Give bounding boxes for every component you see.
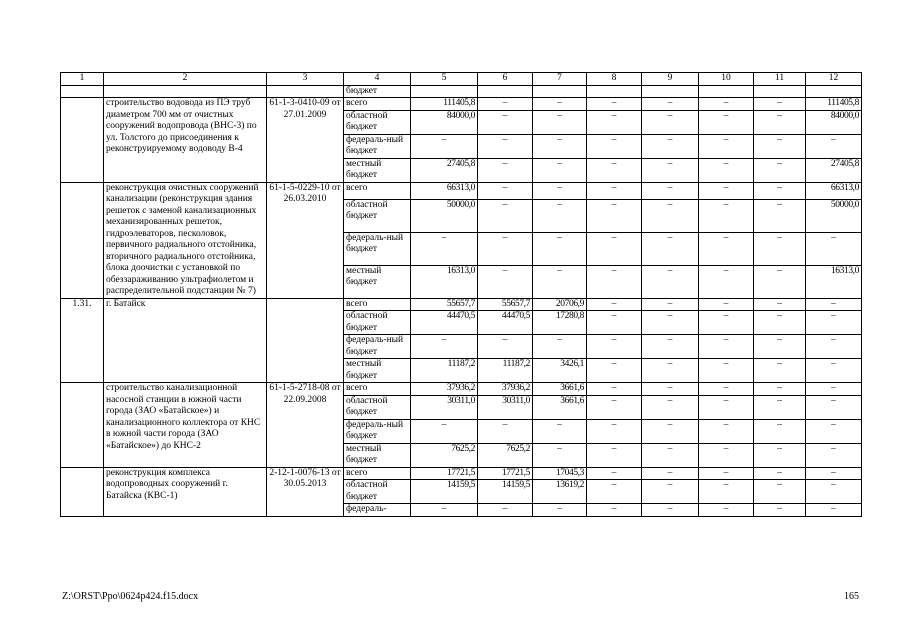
value-cell: – <box>587 443 642 467</box>
value-cell: – <box>587 335 642 359</box>
value-cell: – <box>806 311 862 335</box>
value-cell: – <box>533 110 587 134</box>
header-cell: 7 <box>533 73 587 86</box>
value-cell: – <box>699 110 754 134</box>
value-cell: – <box>478 232 533 265</box>
value-cell: – <box>478 504 533 517</box>
value-cell: 30311,0 <box>478 395 533 419</box>
value-cell: – <box>587 199 642 232</box>
value-cell: 66313,0 <box>411 182 478 199</box>
value-cell: – <box>642 419 699 443</box>
value-cell: 66313,0 <box>806 182 862 199</box>
value-cell: – <box>478 199 533 232</box>
cell <box>754 85 806 98</box>
value-cell: – <box>533 443 587 467</box>
value-cell: 7625,2 <box>478 443 533 467</box>
value-cell: 27405,8 <box>411 158 478 182</box>
value-cell: 7625,2 <box>411 443 478 467</box>
value-cell: – <box>754 467 806 480</box>
project-code: 61-1-3-0410-09 от 27.01.2009 <box>267 98 344 183</box>
value-cell: – <box>754 158 806 182</box>
value-cell: – <box>587 480 642 504</box>
value-cell: – <box>478 134 533 158</box>
header-cell: 6 <box>478 73 533 86</box>
header-row <box>61 73 862 86</box>
value-cell: – <box>699 383 754 396</box>
cell <box>587 85 642 98</box>
value-cell: – <box>587 359 642 383</box>
value-cell: – <box>642 504 699 517</box>
value-cell: – <box>533 265 587 298</box>
value-cell: – <box>533 134 587 158</box>
value-cell: – <box>699 480 754 504</box>
source-cell: местный бюджет <box>344 443 411 467</box>
value-cell: 16313,0 <box>411 265 478 298</box>
value-cell: – <box>806 504 862 517</box>
value-cell: – <box>754 480 806 504</box>
source-cell: федераль-ный бюджет <box>344 335 411 359</box>
value-cell: – <box>533 182 587 199</box>
cell <box>533 85 587 98</box>
value-cell: 55657,7 <box>478 298 533 311</box>
value-cell: 30311,0 <box>411 395 478 419</box>
value-cell: – <box>754 232 806 265</box>
value-cell: – <box>587 110 642 134</box>
value-cell: 50000,0 <box>411 199 478 232</box>
value-cell: – <box>411 419 478 443</box>
object-name: строительство водовода из ПЭ труб диаметром 700 мм от очистных сооружений водопровода (ВНС-3) по ул. Толстого до присоединения к реконструируемому водоводу В-4 <box>104 98 267 183</box>
header-cell: 3 <box>267 73 344 86</box>
value-cell: 16313,0 <box>806 265 862 298</box>
table-row <box>61 98 862 111</box>
value-cell: 3426,1 <box>533 359 587 383</box>
value-cell: – <box>806 134 862 158</box>
value-cell: 111405,8 <box>806 98 862 111</box>
value-cell: – <box>642 335 699 359</box>
value-cell: – <box>478 335 533 359</box>
value-cell: – <box>806 419 862 443</box>
value-cell: 37936,2 <box>411 383 478 396</box>
value-cell: – <box>699 504 754 517</box>
table-body <box>61 73 862 517</box>
object-name: реконструкция очистных сооружений канализации (реконструкция здания решеток с заменой канализационных механизированных решеток, гидроэлеваторов, песколовок, первичного радиального отстойника, вторичного радиального отстойника, блока доочистки с установкой по обеззараживанию ультрафиолетом и распределительной подстанции № 7) <box>104 182 267 298</box>
value-cell: – <box>699 335 754 359</box>
project-code <box>267 298 344 383</box>
row-number <box>61 383 104 468</box>
value-cell: – <box>533 335 587 359</box>
value-cell: – <box>754 443 806 467</box>
value-cell: – <box>642 443 699 467</box>
value-cell: – <box>699 182 754 199</box>
value-cell: 44470,5 <box>411 311 478 335</box>
value-cell: – <box>699 359 754 383</box>
value-cell: – <box>642 298 699 311</box>
table-row <box>61 383 862 396</box>
value-cell: – <box>754 199 806 232</box>
value-cell: – <box>587 232 642 265</box>
source-cell: областной бюджет <box>344 395 411 419</box>
value-cell: – <box>587 265 642 298</box>
source-cell: местный бюджет <box>344 359 411 383</box>
value-cell: – <box>587 383 642 396</box>
value-cell: – <box>806 383 862 396</box>
value-cell: – <box>587 467 642 480</box>
value-cell: – <box>533 158 587 182</box>
value-cell: – <box>699 158 754 182</box>
value-cell: – <box>642 395 699 419</box>
source-cell: федераль-ный бюджет <box>344 232 411 265</box>
value-cell: – <box>642 98 699 111</box>
value-cell: 11187,2 <box>411 359 478 383</box>
value-cell: – <box>533 504 587 517</box>
value-cell: – <box>754 98 806 111</box>
project-code: 61-1-5-0229-10 от 26.03.2010 <box>267 182 344 298</box>
value-cell: – <box>754 395 806 419</box>
value-cell: 17045,3 <box>533 467 587 480</box>
value-cell: – <box>533 419 587 443</box>
value-cell: – <box>699 419 754 443</box>
value-cell: – <box>699 98 754 111</box>
cell <box>478 85 533 98</box>
value-cell: – <box>806 335 862 359</box>
header-cell: 2 <box>104 73 267 86</box>
value-cell: – <box>806 443 862 467</box>
source-cell: федераль-ный бюджет <box>344 134 411 158</box>
value-cell: 14159,5 <box>478 480 533 504</box>
value-cell: 27405,8 <box>806 158 862 182</box>
table-row <box>61 182 862 199</box>
table-row <box>61 467 862 480</box>
value-cell: – <box>699 395 754 419</box>
value-cell: – <box>587 98 642 111</box>
value-cell: 37936,2 <box>478 383 533 396</box>
value-cell: – <box>478 182 533 199</box>
value-cell: – <box>699 467 754 480</box>
source-cell: всего <box>344 182 411 199</box>
value-cell: 17721,5 <box>411 467 478 480</box>
value-cell: – <box>587 311 642 335</box>
source-cell: всего <box>344 467 411 480</box>
row-number <box>61 98 104 183</box>
value-cell: – <box>478 98 533 111</box>
value-cell: – <box>754 182 806 199</box>
file-path: Z:\ORST\Ppo\0624p424.f15.docx <box>62 591 199 602</box>
value-cell: – <box>642 110 699 134</box>
value-cell: – <box>587 134 642 158</box>
value-cell: – <box>587 182 642 199</box>
value-cell: – <box>642 265 699 298</box>
object-name: г. Батайск <box>104 298 267 383</box>
value-cell: – <box>587 504 642 517</box>
table-row <box>61 85 862 98</box>
value-cell: 17721,5 <box>478 467 533 480</box>
value-cell: – <box>533 199 587 232</box>
value-cell: – <box>533 232 587 265</box>
row-number <box>61 467 104 516</box>
value-cell: – <box>806 298 862 311</box>
value-cell: – <box>411 232 478 265</box>
value-cell: 13619,2 <box>533 480 587 504</box>
value-cell: – <box>478 419 533 443</box>
value-cell: – <box>754 298 806 311</box>
value-cell: – <box>806 232 862 265</box>
object-name: реконструкция комплекса водопроводных сооружений г. Батайска (КВС-1) <box>104 467 267 516</box>
header-cell: 12 <box>806 73 862 86</box>
value-cell: 84000,0 <box>806 110 862 134</box>
source-cell: всего <box>344 98 411 111</box>
budget-table <box>60 72 862 517</box>
value-cell: – <box>754 311 806 335</box>
cell <box>699 85 754 98</box>
value-cell: – <box>642 359 699 383</box>
table-row <box>61 298 862 311</box>
header-cell: 11 <box>754 73 806 86</box>
value-cell: – <box>642 311 699 335</box>
header-cell: 5 <box>411 73 478 86</box>
value-cell: – <box>587 395 642 419</box>
value-cell: – <box>754 265 806 298</box>
source-cell: областной бюджет <box>344 311 411 335</box>
value-cell: – <box>411 335 478 359</box>
value-cell: – <box>587 419 642 443</box>
value-cell: – <box>642 199 699 232</box>
value-cell: – <box>699 232 754 265</box>
value-cell: – <box>478 110 533 134</box>
source-cell: всего <box>344 298 411 311</box>
value-cell: 14159,5 <box>411 480 478 504</box>
header-cell: 10 <box>699 73 754 86</box>
value-cell: – <box>533 98 587 111</box>
value-cell: – <box>699 311 754 335</box>
value-cell: 11187,2 <box>478 359 533 383</box>
source-cell: местный бюджет <box>344 158 411 182</box>
value-cell: 44470,5 <box>478 311 533 335</box>
value-cell: 50000,0 <box>806 199 862 232</box>
value-cell: 84000,0 <box>411 110 478 134</box>
source-cell: бюджет <box>344 85 411 98</box>
value-cell: – <box>806 359 862 383</box>
value-cell: – <box>587 158 642 182</box>
row-number <box>61 182 104 298</box>
value-cell: – <box>754 419 806 443</box>
value-cell: – <box>478 158 533 182</box>
cell <box>642 85 699 98</box>
source-cell: всего <box>344 383 411 396</box>
value-cell: – <box>642 158 699 182</box>
project-code: 61-1-5-2718-08 от 22.09.2008 <box>267 383 344 468</box>
value-cell: – <box>699 443 754 467</box>
object-name: строительство канализационной насосной станции в южной части города (ЗАО «Батайское») и канализационного коллектора от КНС в южной части города (ЗАО «Батайское») до КНС-2 <box>104 383 267 468</box>
value-cell: – <box>754 504 806 517</box>
value-cell: – <box>806 395 862 419</box>
value-cell: – <box>411 504 478 517</box>
source-cell: федераль-ный бюджет <box>344 419 411 443</box>
value-cell: 3661,6 <box>533 383 587 396</box>
source-cell: областной бюджет <box>344 480 411 504</box>
value-cell: – <box>411 134 478 158</box>
value-cell: 111405,8 <box>411 98 478 111</box>
value-cell: – <box>754 110 806 134</box>
value-cell: – <box>754 335 806 359</box>
value-cell: 55657,7 <box>411 298 478 311</box>
value-cell: 20706,9 <box>533 298 587 311</box>
value-cell: – <box>699 134 754 158</box>
source-cell: областной бюджет <box>344 199 411 232</box>
cell <box>411 85 478 98</box>
value-cell: – <box>642 232 699 265</box>
value-cell: – <box>642 480 699 504</box>
value-cell: – <box>754 383 806 396</box>
value-cell: – <box>754 359 806 383</box>
value-cell: – <box>642 134 699 158</box>
value-cell: 3661,6 <box>533 395 587 419</box>
source-cell: федераль- <box>344 504 411 517</box>
value-cell: – <box>478 265 533 298</box>
source-cell: областной бюджет <box>344 110 411 134</box>
source-cell: местный бюджет <box>344 265 411 298</box>
cell <box>806 85 862 98</box>
value-cell: – <box>806 480 862 504</box>
value-cell: – <box>699 265 754 298</box>
value-cell: – <box>587 298 642 311</box>
cell <box>61 85 104 98</box>
value-cell: – <box>754 134 806 158</box>
cell <box>267 85 344 98</box>
value-cell: – <box>642 383 699 396</box>
header-cell: 8 <box>587 73 642 86</box>
project-code: 2-12-1-0076-13 от 30.05.2013 <box>267 467 344 516</box>
header-cell: 4 <box>344 73 411 86</box>
row-number: 1.31. <box>61 298 104 383</box>
value-cell: – <box>699 298 754 311</box>
header-cell: 1 <box>61 73 104 86</box>
cell <box>104 85 267 98</box>
page-number: 165 <box>844 591 859 602</box>
header-cell: 9 <box>642 73 699 86</box>
value-cell: – <box>699 199 754 232</box>
value-cell: – <box>806 467 862 480</box>
value-cell: – <box>642 182 699 199</box>
value-cell: – <box>642 467 699 480</box>
value-cell: 17280,8 <box>533 311 587 335</box>
